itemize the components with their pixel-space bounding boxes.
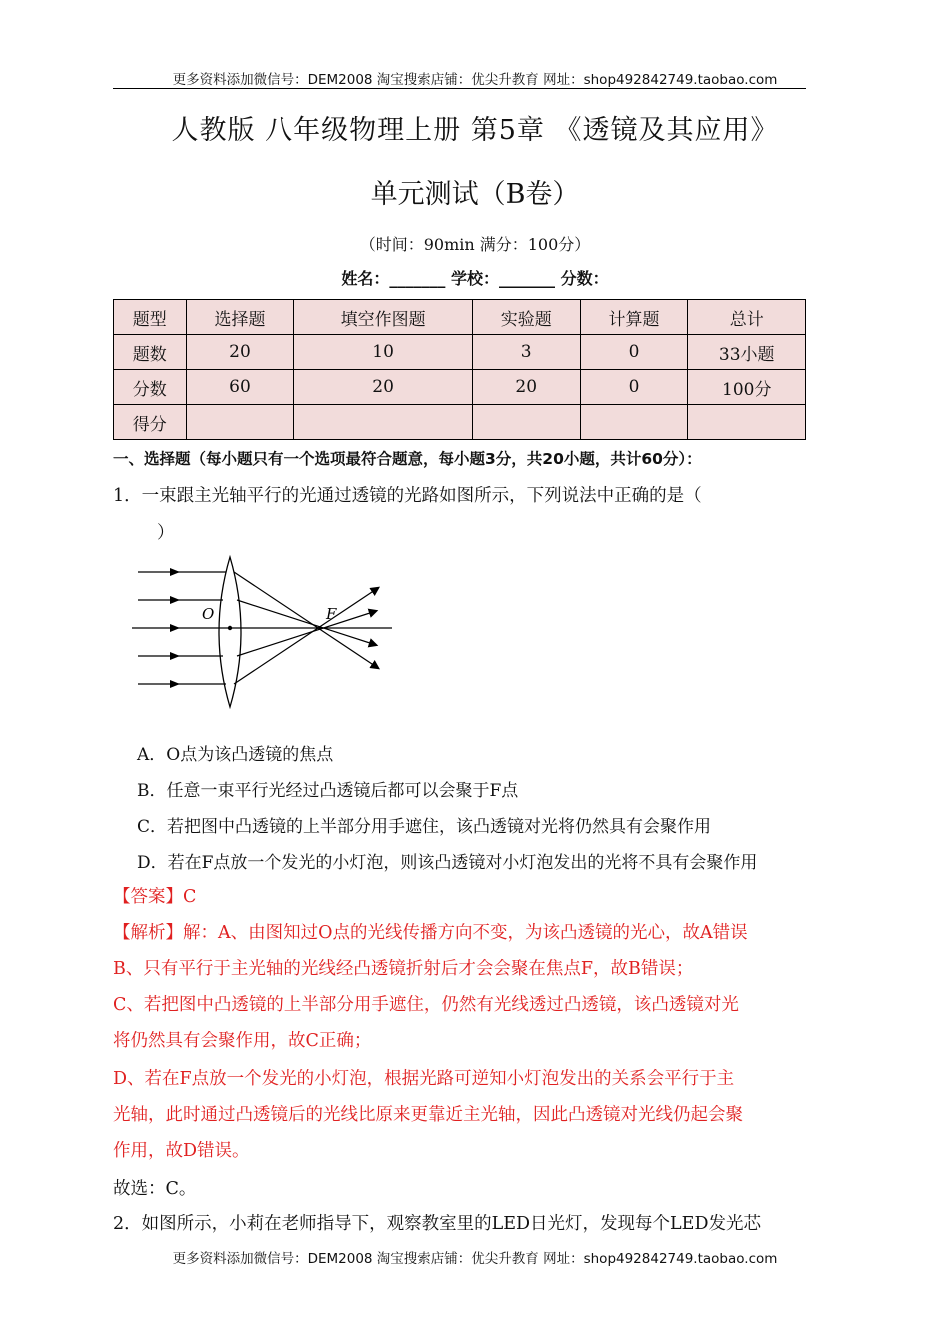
- option-c: C．若把图中凸透镜的上半部分用手遮住，该凸透镜对光将仍然具有会聚作用: [137, 817, 712, 837]
- page-footer: 更多资料添加微信号：DEM2008 淘宝搜索店铺：优尖升教育 网址：shop492842749.taobao.com: [172, 1251, 778, 1267]
- table-cell: 20: [186, 335, 294, 370]
- table-cell: 总计: [688, 300, 806, 335]
- table-cell: 计算题: [580, 300, 688, 335]
- score-input-cell: [580, 405, 688, 440]
- table-cell: 100分: [688, 370, 806, 405]
- table-cell: 33小题: [688, 335, 806, 370]
- table-cell: 0: [580, 370, 688, 405]
- table-cell: 分数: [114, 370, 187, 405]
- answer: 【答案】C: [113, 887, 197, 907]
- question-2-stem: 2．如图所示，小莉在老师指导下，观察教室里的LED日光灯，发现每个LED发光芯: [113, 1214, 761, 1234]
- table-cell: 10: [294, 335, 472, 370]
- score-input-cell: [688, 405, 806, 440]
- header-divider: [113, 88, 806, 89]
- table-cell: 题型: [114, 300, 187, 335]
- analysis-line: D、若在F点放一个发光的小灯泡，根据光路可逆知小灯泡发出的关系会平行于主: [113, 1069, 735, 1089]
- page-header: 更多资料添加微信号：DEM2008 淘宝搜索店铺：优尖升教育 网址：shop492842749.taobao.com: [172, 72, 778, 88]
- doc-title-line1: 人教版 八年级物理上册 第5章 《透镜及其应用》: [171, 115, 779, 146]
- table-cell: 60: [186, 370, 294, 405]
- table-row: [114, 300, 806, 335]
- conclusion: 故选：C。: [113, 1179, 197, 1199]
- section-heading: 一、选择题（每小题只有一个选项最符合题意，每小题3分，共20小题，共计60分）：: [113, 450, 702, 468]
- analysis-line: 将仍然具有会聚作用，故C正确；: [113, 1031, 372, 1051]
- time-info: （时间：90min 满分：100分）: [359, 235, 591, 254]
- lens-ray-diagram: [130, 553, 402, 713]
- question-1-stem-cont: ）: [157, 523, 175, 543]
- score-table: [113, 299, 806, 440]
- score-input-cell: [186, 405, 294, 440]
- option-d: D．若在F点放一个发光的小灯泡，则该凸透镜对小灯泡发出的光将不具有会聚作用: [137, 853, 758, 873]
- table-cell: 0: [580, 335, 688, 370]
- option-a: A．O点为该凸透镜的焦点: [137, 745, 334, 765]
- table-cell: 题数: [114, 335, 187, 370]
- table-row: [114, 335, 806, 370]
- table-cell: 填空作图题: [294, 300, 472, 335]
- analysis-line: B、只有平行于主光轴的光线经凸透镜折射后才会会聚在焦点F，故B错误；: [113, 959, 694, 979]
- analysis-line: 【解析】解：A、由图知过O点的光线传播方向不变，为该凸透镜的光心，故A错误: [113, 923, 748, 943]
- student-info-line: 姓名：_______ 学校：_______ 分数：: [341, 269, 609, 288]
- table-cell: 得分: [114, 405, 187, 440]
- label-o: O: [202, 605, 215, 623]
- question-1-stem: 1．一束跟主光轴平行的光通过透镜的光路如图所示，下列说法中正确的是（: [113, 486, 702, 506]
- score-input-cell: [472, 405, 580, 440]
- score-input-cell: [294, 405, 472, 440]
- analysis-line: 光轴，此时通过凸透镜后的光线比原来更靠近主光轴，因此凸透镜对光线仍起会聚: [113, 1105, 743, 1125]
- table-cell: 20: [472, 370, 580, 405]
- table-cell: 20: [294, 370, 472, 405]
- option-b: B．任意一束平行光经过凸透镜后都可以会聚于F点: [137, 781, 519, 801]
- table-row: [114, 370, 806, 405]
- optical-center-dot: [228, 626, 232, 630]
- analysis-line: C、若把图中凸透镜的上半部分用手遮住，仍然有光线透过凸透镜，该凸透镜对光: [113, 995, 739, 1015]
- table-cell: 实验题: [472, 300, 580, 335]
- table-cell: 3: [472, 335, 580, 370]
- label-f: F: [326, 605, 337, 623]
- doc-title-line2: 单元测试（B卷）: [370, 179, 580, 210]
- analysis-line: 作用，故D错误。: [113, 1141, 250, 1161]
- table-row: [114, 405, 806, 440]
- table-cell: 选择题: [186, 300, 294, 335]
